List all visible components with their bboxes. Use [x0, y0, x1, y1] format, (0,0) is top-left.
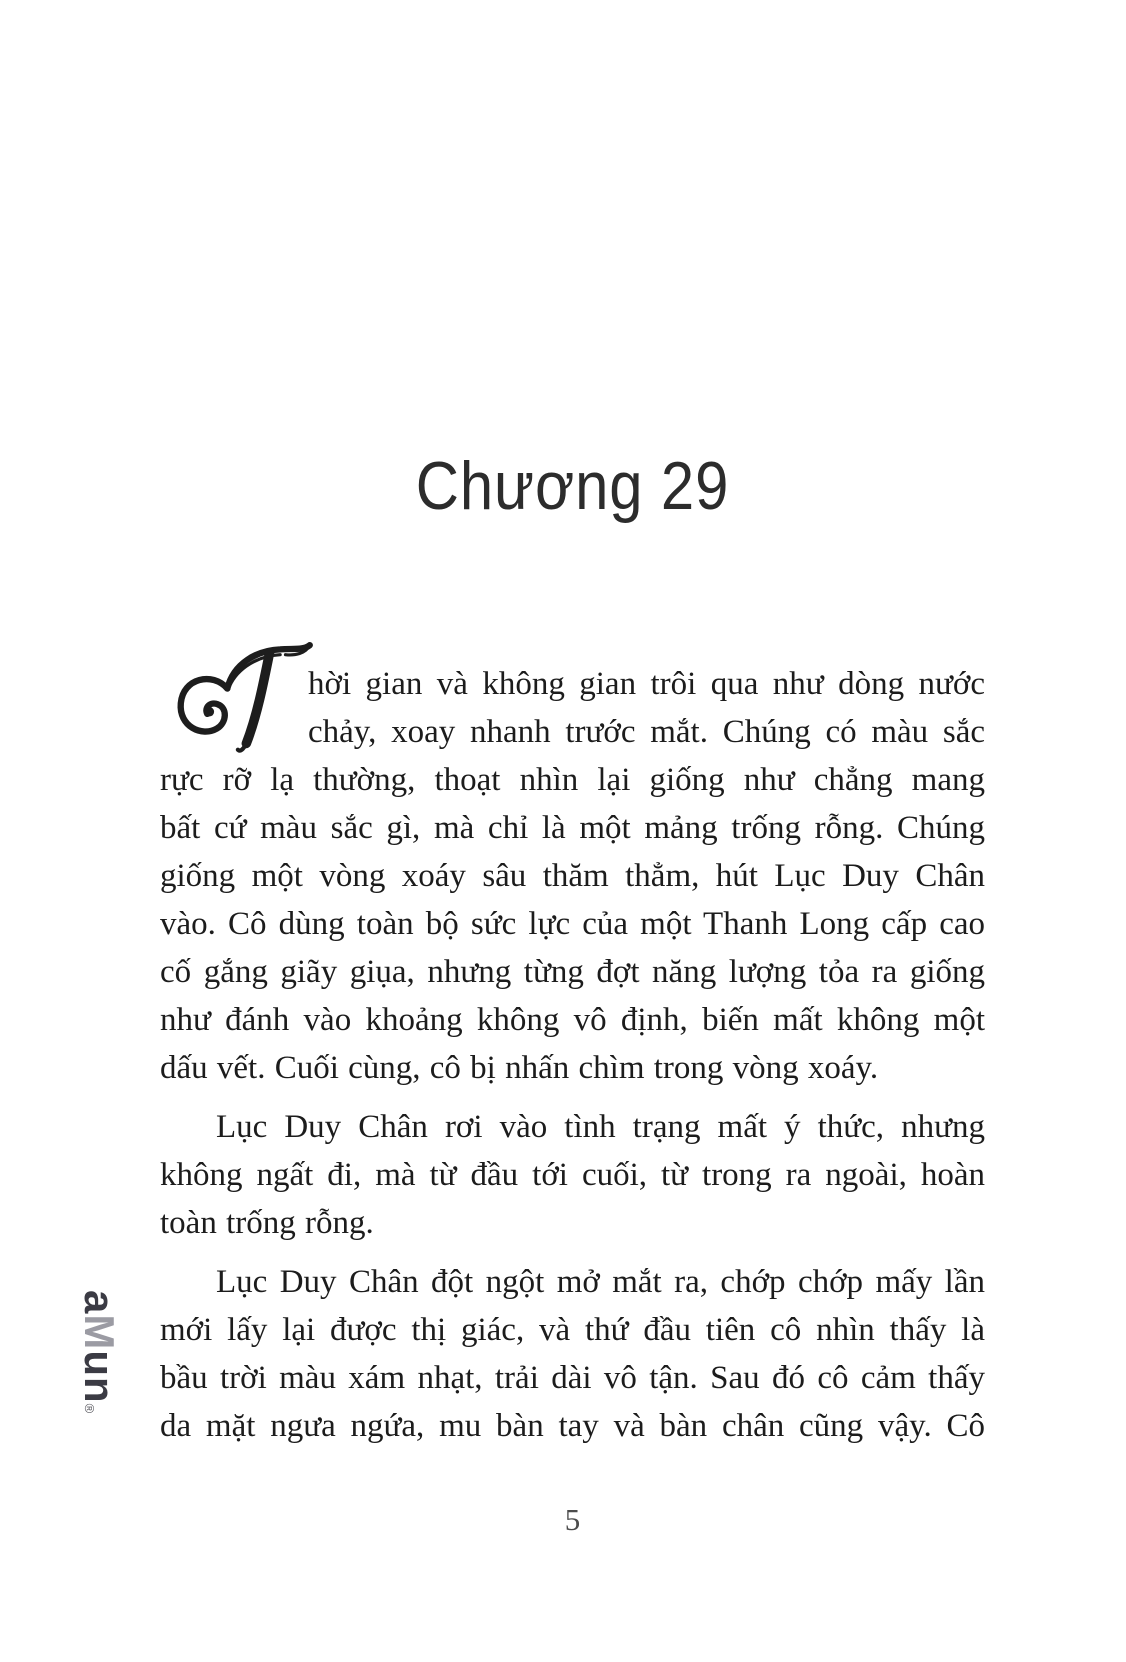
text-line: dấu vết. Cuối cùng, cô bị nhấn chìm trong vòng xoáy.: [160, 1050, 879, 1086]
text-line: rực rỡ lạ thường, thoạt nhìn lại giống như chẳng mang: [160, 762, 985, 798]
text-line: giống một vòng xoáy sâu thăm thẳm, hút Lục Duy Chân: [160, 858, 985, 894]
paragraph: [160, 660, 985, 1092]
text-line: bất cứ màu sắc gì, mà chỉ là một mảng trống rỗng. Chúng: [160, 810, 985, 846]
logo-letters-un: un: [76, 1350, 123, 1404]
logo-letter-a: a: [76, 1290, 123, 1315]
text-line: như đánh vào khoảng không vô định, biến mất không một: [160, 1002, 985, 1038]
text-line: Lục Duy Chân rơi vào tình trạng mất ý thức, nhưng: [216, 1109, 985, 1145]
page-number: 5: [564, 1502, 581, 1537]
text-line: cố gắng giãy giụa, nhưng từng đợt năng lượng tỏa ra giống: [160, 954, 985, 990]
text-line: da mặt ngưa ngứa, mu bàn tay và bàn chân cũng vậy. Cô: [160, 1408, 985, 1444]
publisher-logo: [76, 1290, 123, 1415]
text-line: bầu trời màu xám nhạt, trải dài vô tận. Sau đó cô cảm thấy: [160, 1360, 985, 1396]
logo-letter-m: M: [76, 1314, 123, 1351]
text-line: mới lấy lại được thị giác, và thứ đầu tiên cô nhìn thấy là: [160, 1312, 985, 1348]
paragraph: [160, 1258, 985, 1450]
chapter-title: Chương 29: [415, 448, 730, 524]
text-line: Lục Duy Chân đột ngột mở mắt ra, chớp chớp mấy lần: [216, 1264, 985, 1300]
registered-mark: ®: [82, 1403, 97, 1415]
text-body: [160, 660, 985, 1450]
text-line: chảy, xoay nhanh trước mắt. Chúng có màu sắc: [308, 714, 985, 750]
paragraph: [160, 1103, 985, 1247]
drop-cap-t: [160, 660, 308, 752]
text-line: hời gian và không gian trôi qua như dòng nước: [308, 666, 985, 702]
text-line: vào. Cô dùng toàn bộ sức lực của một Thanh Long cấp cao: [160, 906, 985, 942]
text-line: toàn trống rỗng.: [160, 1205, 374, 1241]
text-line: không ngất đi, mà từ đầu tới cuối, từ trong ra ngoài, hoàn: [160, 1157, 985, 1193]
